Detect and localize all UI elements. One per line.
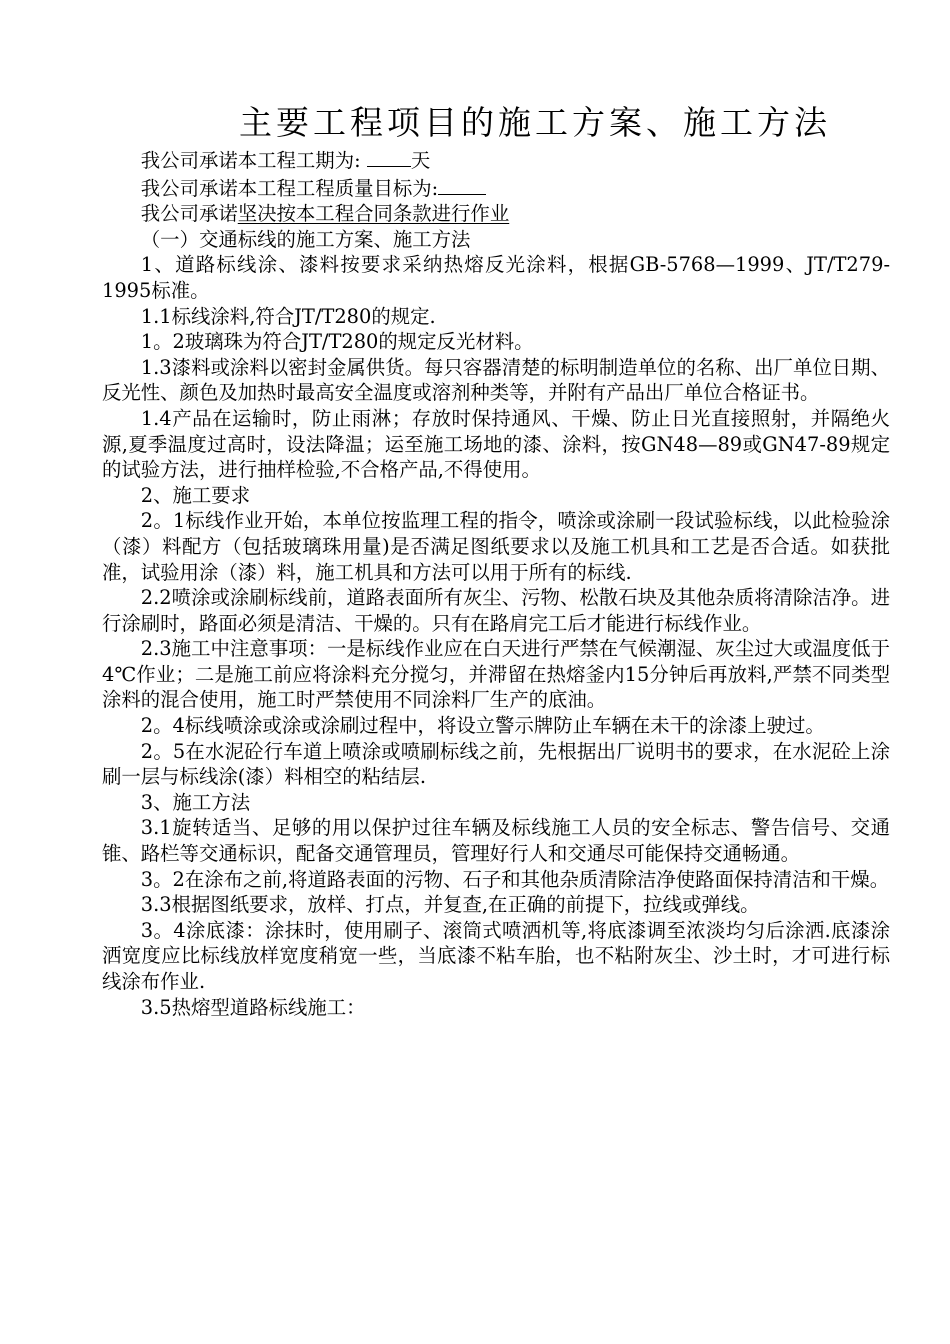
paragraph-3-3: 3.3根据图纸要求，放样、打点，并复查,在正确的前提下，拉线或弹线。 [140,893,760,917]
paragraph-3-5: 3.5热熔型道路标线施工： [140,995,366,1019]
paragraph-1-3: 1.3漆料或涂料以密封金属供货。每只容器清楚的标明制造单位的名称、出厂单位日期、反光性、颜色及加热时最高安全温度或溶剂种类等，并附有产品出厂单位合格证书。 [102,355,890,405]
commitment-contract-underlined: 坚决按本工程合同条款进行作业 [237,202,510,226]
paragraph-1-2: 1。2玻璃珠为符合JT/T280的规定反光材料。 [140,330,534,354]
paragraph-2-1: 2。1标线作业开始，本单位按监理工程的指令，喷涂或涂刷一段试验标线，以此检验涂（漆）料配方（包括玻璃珠用量)是否满足图纸要求以及施工机具和工艺是否合适。如获批准，试验用涂（漆）料，施工机具和方法可以用于所有的标线. [102,509,890,584]
paragraph-2-5: 2。5在水泥砼行车道上喷涂或喷刷标线之前，先根据出厂说明书的要求，在水泥砼上涂刷一层与标线涂(漆）料相空的粘结层. [102,739,890,789]
period-unit: 天 [410,149,431,172]
paragraph-3-1: 3.1旋转适当、足够的用以保护过往车辆及标线施工人员的安全标志、警告信号、交通锥、路栏等交通标识，配备交通管理员，管理好行人和交通尽可能保持交通畅通。 [102,816,890,866]
paragraph-3-2: 3。2在涂布之前,将道路表面的污物、石子和其他杂质清除洁净使路面保持清洁和干燥。 [140,867,890,891]
subheading-2: 2、施工要求 [140,483,251,507]
quality-blank [438,174,486,195]
paragraph-2-3: 2.3施工中注意事项：一是标线作业应在白天进行严禁在气候潮湿、灰尘过大或温度低于4℃作业；二是施工前应将涂料充分搅匀，并滞留在热熔釜内15分钟后再放料,严禁不同类型涂料的混合使用，施工时严禁使用不同涂料厂生产的底油。 [102,637,890,712]
period-blank [367,146,411,167]
commitment-period-label: 我公司承诺本工程工期为: [140,149,361,172]
commitment-contract-label: 我公司承诺 [140,202,238,226]
subheading-3: 3、施工方法 [140,790,251,814]
document-body [102,146,890,1020]
section-heading-1: （一）交通标线的施工方案、施工方法 [140,227,471,251]
paragraph-1: 1、道路标线涂、漆料按要求采纳热熔反光涂料，根据GB-5768—1999、JT/T279-1995标准。 [102,253,890,302]
commitment-contract [102,201,890,227]
commitment-quality [102,174,890,202]
paragraph-2-2: 2.2喷涂或涂刷标线前，道路表面所有灰尘、污物、松散石块及其他杂质将清除洁净。进行涂刷时，路面必须是清洁、干燥的。只有在路肩完工后才能进行标线作业。 [102,586,890,635]
paragraph-1-4: 1.4产品在运输时，防止雨淋；存放时保持通风、干燥、防止日光直接照射，并隔绝火源,夏季温度过高时，设法降温；运至施工场地的漆、涂料，按GN48—89或GN47-89规定的试验方法，进行抽样检验,不合格产品,不得使用。 [102,406,890,482]
document-title: 主要工程项目的施工方案、施工方法 [239,103,831,142]
paragraph-1-1: 1.1标线涂料,符合JT/T280的规定. [140,304,436,328]
paragraph-3-4: 3。4涂底漆：涂抹时，使用刷子、滚筒式喷洒机等,将底漆调至浓淡均匀后涂洒.底漆涂洒宽度应比标线放样宽度稍宽一些，当底漆不粘车胎，也不粘附灰尘、沙土时，才可进行标线涂布作业. [102,918,890,993]
paragraph-2-4: 2。4标线喷涂或涂或涂刷过程中，将设立警示牌防止车辆在未干的涂漆上驶过。 [140,714,825,738]
commitment-quality-label: 我公司承诺本工程工程质量目标为: [140,176,439,200]
commitment-period [102,146,890,174]
